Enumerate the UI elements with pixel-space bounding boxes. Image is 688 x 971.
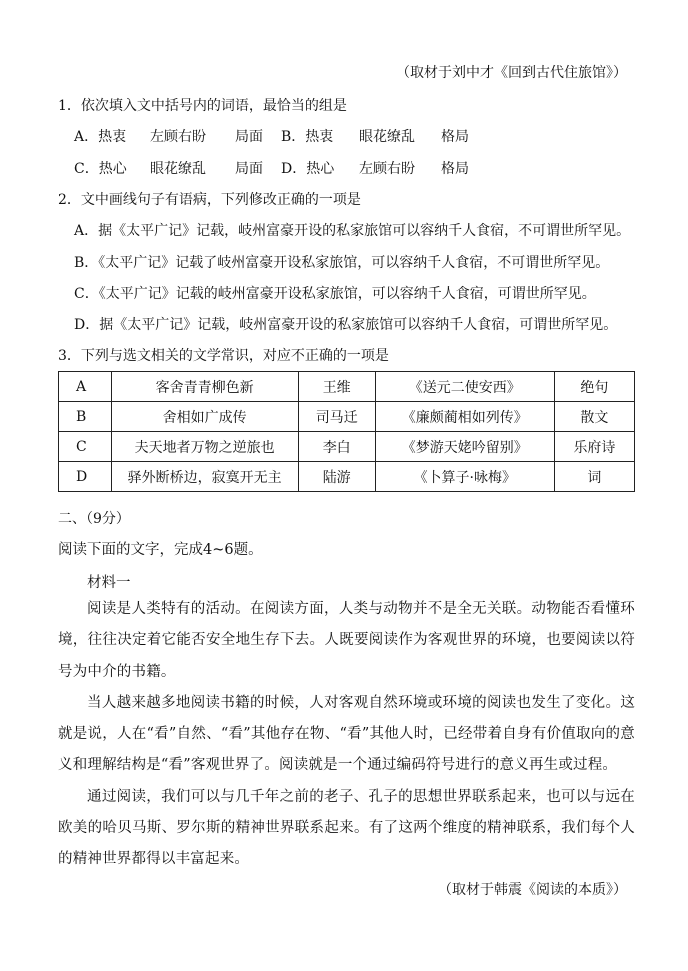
question-2-stem: 2．文中画线句子有语病，下列修改正确的一项是 bbox=[58, 192, 361, 208]
question-3-stem: 3．下列与选文相关的文学常识，对应不正确的一项是 bbox=[58, 348, 389, 364]
table-cell-work: 《廉颇蔺相如列传》 bbox=[375, 402, 554, 432]
table-cell-genre: 词 bbox=[554, 462, 634, 492]
question-2-option-d: D．据《太平广记》记载，岐州富豪开设的私家旅馆可以容纳千人食宿，可谓世所罕见。 bbox=[74, 317, 618, 333]
table-row bbox=[59, 462, 635, 492]
table-cell-author: 司马迁 bbox=[298, 402, 375, 432]
table-cell-quote: 驿外断桥边，寂寞开无主 bbox=[111, 462, 298, 492]
section-2-instruction: 阅读下面的文字，完成4~6题。 bbox=[58, 542, 263, 558]
q1-option-a-word3: 局面 bbox=[235, 129, 263, 145]
table-row bbox=[59, 372, 635, 402]
table-row bbox=[59, 402, 635, 432]
question-2-option-b: B．《太平广记》记载了岐州富豪开设私家旅馆，可以容纳千人食宿，不可谓世所罕见。 bbox=[74, 255, 610, 271]
table-cell-genre: 绝句 bbox=[554, 372, 634, 402]
source-citation-2: （取材于韩震《阅读的本质》） bbox=[438, 882, 627, 898]
question-2-option-c: C．《太平广记》记载的岐州富豪开设私家旅馆，可以容纳千人食宿，可谓世所罕见。 bbox=[74, 286, 596, 302]
passage-paragraph-1: 阅读是人类特有的活动。在阅读方面，人类与动物并不是全无关联。动物能否看懂环境，往往决定着它能否安全地生存下去。人既要阅读作为客观世界的环境，也要阅读以符号为中介的书籍。 bbox=[58, 601, 635, 680]
q1-option-b-word3: 格局 bbox=[441, 129, 469, 145]
table-cell-author: 李白 bbox=[298, 432, 375, 462]
table-cell-work: 《卜算子·咏梅》 bbox=[375, 462, 554, 492]
table-cell-quote: 客舍青青柳色新 bbox=[111, 372, 298, 402]
q1-option-a-word2: 左顾右盼 bbox=[150, 129, 206, 145]
question-2-option-a: A．据《太平广记》记载，岐州富豪开设的私家旅馆可以容纳千人食宿，不可谓世所罕见。 bbox=[74, 223, 631, 239]
q1-option-d-word1: D．热心 bbox=[281, 161, 335, 177]
q1-option-c-word3: 局面 bbox=[235, 161, 263, 177]
table-cell-genre: 乐府诗 bbox=[554, 432, 634, 462]
section-2-heading: 二、（9分） bbox=[58, 511, 130, 527]
material-label: 材料一 bbox=[87, 575, 131, 591]
table-cell-quote: 舍相如广成传 bbox=[111, 402, 298, 432]
table-cell-genre: 散文 bbox=[554, 402, 634, 432]
q1-option-a-word1: A．热衷 bbox=[74, 129, 127, 145]
source-citation-1: （取材于刘中才《回到古代住旅馆》） bbox=[396, 65, 627, 81]
table-cell-option: A bbox=[59, 372, 112, 402]
q1-option-c-word2: 眼花缭乱 bbox=[150, 161, 206, 177]
q1-option-d-word3: 格局 bbox=[441, 161, 469, 177]
q1-option-b-word2: 眼花缭乱 bbox=[359, 129, 415, 145]
q1-option-d-word2: 左顾右盼 bbox=[359, 161, 415, 177]
table-cell-author: 王维 bbox=[298, 372, 375, 402]
table-cell-quote: 夫天地者万物之逆旅也 bbox=[111, 432, 298, 462]
passage-paragraph-3: 通过阅读，我们可以与几千年之前的老子、孔子的思想世界联系起来，也可以与远在欧美的哈贝马斯、罗尔斯的精神世界联系起来。有了这两个维度的精神联系，我们每个人的精神世界都得以丰富起来。 bbox=[58, 788, 635, 868]
table-cell-work: 《梦游天姥吟留别》 bbox=[375, 432, 554, 462]
table-cell-option: D bbox=[59, 462, 112, 492]
table-cell-option: C bbox=[59, 432, 112, 462]
q1-option-b-word1: B．热衷 bbox=[281, 129, 334, 145]
table-cell-author: 陆游 bbox=[298, 462, 375, 492]
passage-paragraph-2: 当人越来越多地阅读书籍的时候，人对客观自然环境或环境的阅读也发生了变化。这就是说，人在“看”自然、“看”其他存在物、“看”其他人时，已经带着自身有价值取向的意义和理解结构是“看”客观世界了。阅读就是一个通过编码符号进行的意义再生或过程。 bbox=[58, 694, 635, 774]
table-cell-option: B bbox=[59, 402, 112, 432]
table-row bbox=[59, 432, 635, 462]
q1-option-c-word1: C．热心 bbox=[74, 161, 127, 177]
literature-table bbox=[58, 371, 635, 492]
question-1-stem: 1．依次填入文中括号内的词语，最恰当的组是 bbox=[58, 98, 347, 114]
reading-passage bbox=[58, 594, 635, 876]
table-cell-work: 《送元二使安西》 bbox=[375, 372, 554, 402]
